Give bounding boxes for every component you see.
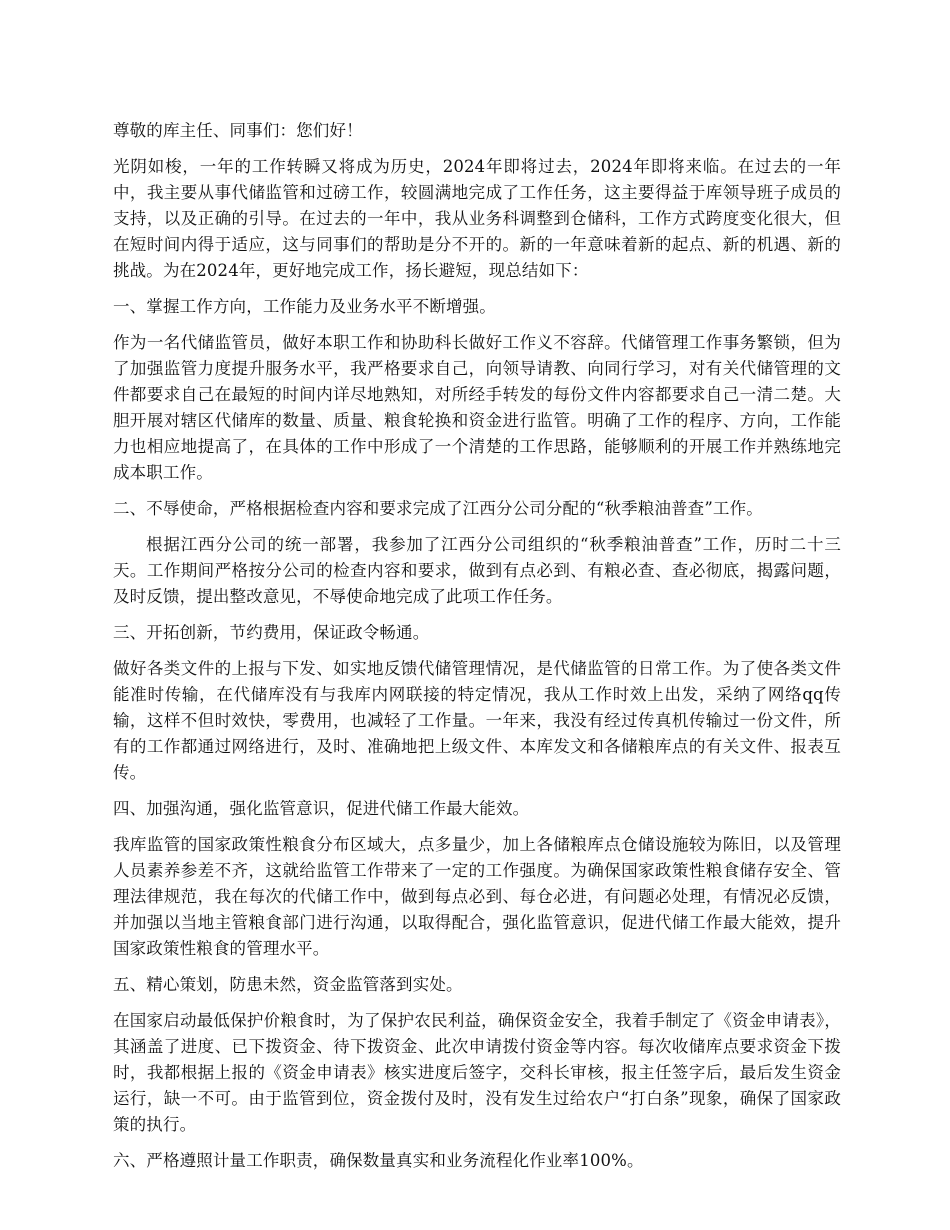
body-paragraph: 根据江西分公司的统一部署，我参加了江西分公司组织的“秋季粮油普查”工作，历时二十三天。工作期间严格按分公司的检查内容和要求，做到有点必到、有粮必查、查必彻底，揭露问题，及时反馈，提出整改意见，不辱使命地完成了此项工作任务。	[113, 535, 841, 606]
document-page	[113, 118, 841, 1184]
section-heading-1: 一、掌握工作方向，工作能力及业务水平不断增强。	[113, 297, 496, 316]
body-paragraph: 在国家启动最低保护价粮食时，为了保护农民利益，确保资金安全，我着手制定了《资金申请表》，其涵盖了进度、已下拨资金、待下拨资金、此次申请拨付资金等内容。每次收储库点要求资金下拨时，我都根据上报的《资金申请表》核实进度后签字，交科长审核，报主任签字后，最后发生资金运行，缺一不可。由于监管到位，资金拨付及时，没有发生过给农户“打白条”现象，确保了国家政策的执行。	[113, 1011, 841, 1134]
body-paragraph: 我库监管的国家政策性粮食分布区域大，点多量少，加上各储粮库点仓储设施较为陈旧，以及管理人员素养参差不齐，这就给监管工作带来了一定的工作强度。为确保国家政策性粮食储存安全、管理法律规范，我在每次的代储工作中，做到每点必到、每仓必进，有问题必处理，有情况必反馈，并加强以当地主管粮食部门进行沟通，以取得配合，强化监管意识，促进代储工作最大能效，提升国家政策性粮食的管理水平。	[113, 835, 841, 958]
section-heading-3: 三、开拓创新，节约费用，保证政令畅通。	[113, 623, 430, 642]
section-heading-4: 四、加强沟通，强化监管意识，促进代储工作最大能效。	[113, 799, 530, 818]
section-heading-6: 六、严格遵照计量工作职责，确保数量真实和业务流程化作业率100%。	[113, 1151, 644, 1170]
body-paragraph: 作为一名代储监管员，做好本职工作和协助科长做好工作义不容辞。代储管理工作事务繁锁，但为了加强监管力度提升服务水平，我严格要求自己，向领导请教、向同行学习，对有关代储管理的文件都要求自己在最短的时间内详尽地熟知，对所经手转发的每份文件内容都要求自己一清二楚。大胆开展对辖区代储库的数量、质量、粮食轮换和资金进行监管。明确了工作的程序、方向，工作能力也相应地提高了，在具体的工作中形成了一个清楚的工作思路，能够顺利的开展工作并熟练地完成本职工作。	[113, 333, 841, 482]
greeting-paragraph: 尊敬的库主任、同事们：您们好！	[113, 121, 363, 140]
intro-paragraph: 光阴如梭，一年的工作转瞬又将成为历史，2024年即将过去，2024年即将来临。在过去的一年中，我主要从事代储监管和过磅工作，较圆满地完成了工作任务，这主要得益于库领导班子成员的支持，以及正确的引导。在过去的一年中，我从业务科调整到仓储科，工作方式跨度变化很大，但在短时间内得于适应，这与同事们的帮助是分不开的。新的一年意味着新的起点、新的机遇、新的挑战。为在2024年，更好地完成工作，扬长避短，现总结如下：	[113, 157, 841, 280]
section-heading-5: 五、精心策划，防患未然，资金监管落到实处。	[113, 975, 463, 994]
section-heading-2: 二、不辱使命，严格根据检查内容和要求完成了江西分公司分配的“秋季粮油普查”工作。	[113, 499, 763, 518]
body-paragraph: 做好各类文件的上报与下发、如实地反馈代储管理情况，是代储监管的日常工作。为了使各类文件能准时传输，在代储库没有与我库内网联接的特定情况，我从工作时效上出发，采纳了网络qq传输，这样不但时效快，零费用，也减轻了工作量。一年来，我没有经过传真机传输过一份文件，所有的工作都通过网络进行，及时、准确地把上级文件、本库发文和各储粮库点的有关文件、报表互传。	[113, 659, 841, 782]
